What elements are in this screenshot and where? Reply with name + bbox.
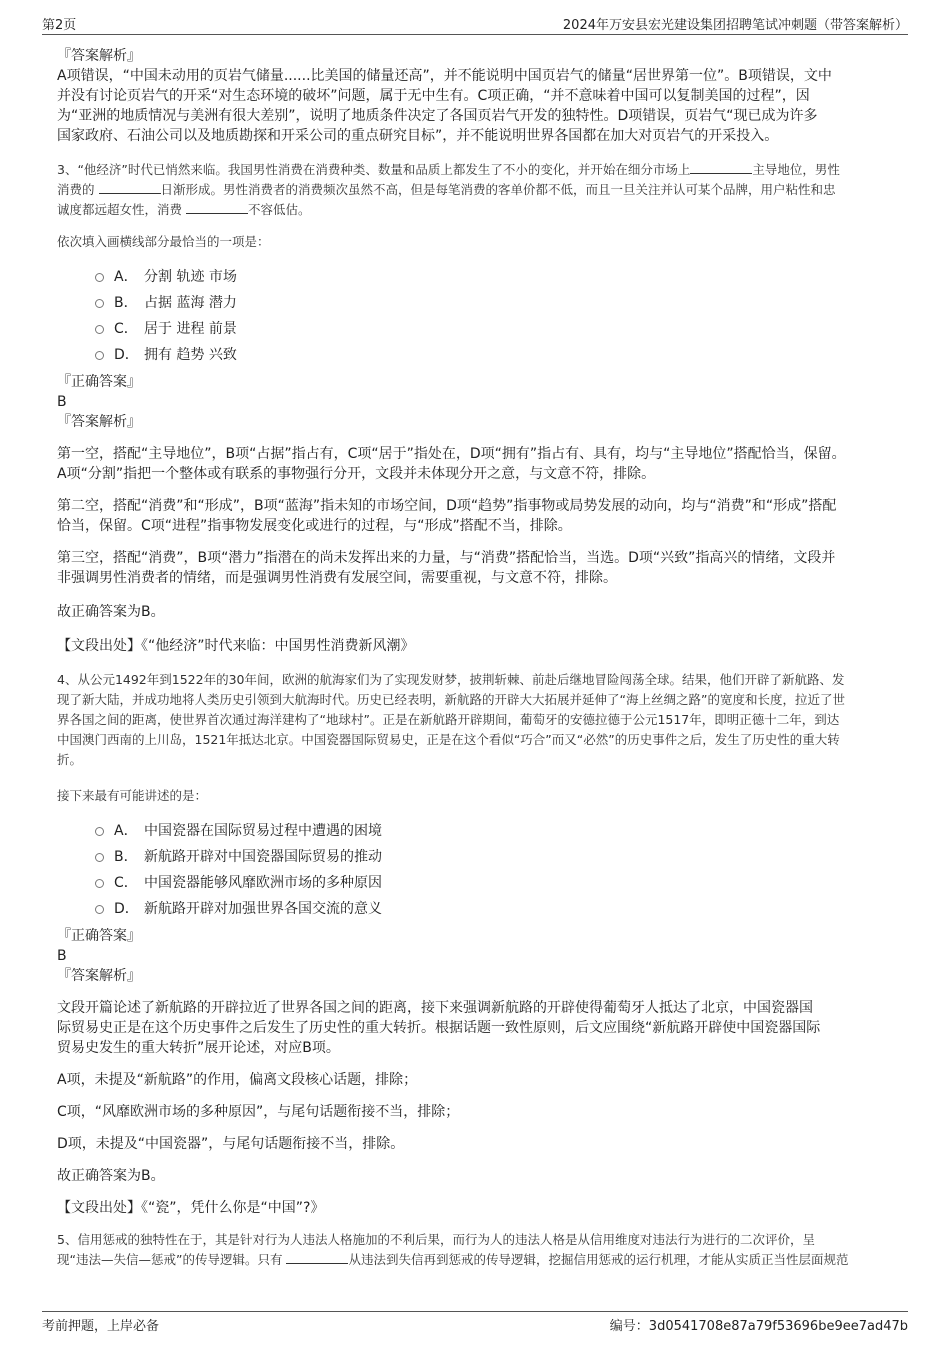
q4-analysis-line: C项，“风靡欧洲市场的多种原因”，与尾句话题衔接不当，排除； xyxy=(57,1104,460,1120)
page-footer xyxy=(42,1311,908,1334)
q3-stem-line: 3、“他经济”时代已悄然来临。我国男性消费在消费种类、数量和品质上都发生了不小的变化，并开始在细分市场上 主导地位，男性 xyxy=(57,162,840,177)
footer-code: 编号：3d0541708e87a79f53696be9ee7ad47b xyxy=(609,1319,908,1334)
q4-analysis-label: 『答案解析』 xyxy=(57,968,141,984)
radio-icon[interactable] xyxy=(95,325,104,334)
radio-icon[interactable] xyxy=(95,351,104,360)
q2-analysis-line: 为“亚洲的地质情况与美洲有很大差别”，说明了地质条件决定了各国页岩气开发的独特性。D项错误，页岩气“现已成为许多 xyxy=(57,108,818,124)
q4-options xyxy=(57,818,893,922)
q3-options xyxy=(57,264,893,368)
q4-analysis-line: 贸易史发生的重大转折”展开论述，对应B项。 xyxy=(57,1040,340,1056)
q3-stem-line: 诚度都远超女性，消费 不容低估。 xyxy=(57,202,311,217)
option-a[interactable]: A． 分割 轨迹 市场 xyxy=(95,264,893,290)
q5-stem-line: 现“违法—失信—惩戒”的传导逻辑。只有 从违法到失信再到惩戒的传导逻辑，挖掘信用惩戒的运行机理，才能从实质正当性层面规范 xyxy=(57,1252,849,1267)
q3-correct-label: 『正确答案』 xyxy=(57,374,141,390)
fill-blank xyxy=(99,181,161,194)
fill-blank xyxy=(286,1251,348,1264)
q5-stem-line: 5、信用惩戒的独特性在于，其是针对行为人违法人格施加的不利后果，而行为人的违法人格是从信用维度对违法行为进行的二次评价，呈 xyxy=(57,1232,815,1247)
q3-prompt: 依次填入画横线部分最恰当的一项是： xyxy=(57,234,270,249)
option-b[interactable]: B． 占据 蓝海 潜力 xyxy=(95,290,893,316)
q2-analysis-line: 国家政府、石油公司以及地质勘探和开采公司的重点研究目标”，并不能说明世界各国都在加大对页岩气的开采投入。 xyxy=(57,128,779,144)
question-5 xyxy=(57,1230,893,1270)
page-header xyxy=(42,12,908,35)
q4-analysis-line: D项，未提及“中国瓷器”，与尾句话题衔接不当，排除。 xyxy=(57,1136,405,1152)
q4-analysis-line: 际贸易史正是在这个历史事件之后发生了历史性的重大转折。根据话题一致性原则，后文应围绕“新航路开辟使中国瓷器国际 xyxy=(57,1020,821,1036)
fill-blank xyxy=(186,201,248,214)
fill-blank xyxy=(690,161,752,174)
option-c[interactable]: C． 居于 进程 前景 xyxy=(95,316,893,342)
q4-correct-label: 『正确答案』 xyxy=(57,928,141,944)
q4-correct-answer: B xyxy=(57,948,67,964)
q3-correct-answer: B xyxy=(57,394,67,410)
radio-icon[interactable] xyxy=(95,879,104,888)
q4-source: 【文段出处】《“瓷”，凭什么你是“中国”?》 xyxy=(57,1200,325,1216)
q3-analysis-line: 第三空，搭配“消费”，B项“潜力”指潜在的尚未发挥出来的力量，与“消费”搭配恰当，当选。D项“兴致”指高兴的情绪，文段并 xyxy=(57,550,836,566)
option-c[interactable]: C． 中国瓷器能够风靡欧洲市场的多种原因 xyxy=(95,870,893,896)
q4-stem-line: 4、从公元1492年到1522年的30年间，欧洲的航海家们为了实现发财梦，披荆斩棘、前赴后继地冒险闯荡全球。结果，他们开辟了新航路、发 xyxy=(57,672,845,687)
question-4 xyxy=(57,670,893,1218)
q3-conclusion: 故正确答案为B。 xyxy=(57,604,165,620)
radio-icon[interactable] xyxy=(95,299,104,308)
page-number: 第2页 xyxy=(42,18,77,33)
q3-analysis-label: 『答案解析』 xyxy=(57,414,141,430)
q2-analysis-line: 并没有讨论页岩气的开采“对生态环境的破坏”问题，属于无中生有。C项正确，“并不意味着中国可以复制美国的过程”，因 xyxy=(57,88,810,104)
page-content xyxy=(57,46,893,1270)
q4-stem-line: 现了新大陆，并成功地将人类历史引领到大航海时代。历史已经表明，新航路的开辟大大拓展并延伸了“海上丝绸之路”的宽度和长度，拉近了世 xyxy=(57,692,845,707)
q2-analysis-line: A项错误，“中国未动用的页岩气储量......比美国的储量还高”，并不能说明中国页岩气的储量“居世界第一位”。B项错误，文中 xyxy=(57,68,832,84)
q4-stem-line: 中国澳门西南的上川岛，1521年抵达北京。中国瓷器国际贸易史，正是在这个看似“巧合”而又“必然”的历史事件之后，发生了历史性的重大转 xyxy=(57,732,840,747)
q4-stem-line: 界各国之间的距离，使世界首次通过海洋建构了“地球村”。正是在新航路开辟期间，葡萄牙的安德拉德于公元1517年，即明正德十二年，到达 xyxy=(57,712,840,727)
q3-source: 【文段出处】《“他经济”时代来临：中国男性消费新风潮》 xyxy=(57,638,415,654)
option-a[interactable]: A． 中国瓷器在国际贸易过程中遭遇的困境 xyxy=(95,818,893,844)
q3-analysis-line: 恰当，保留。C项“进程”指事物发展变化或进行的过程，与“形成”搭配不当，排除。 xyxy=(57,518,572,534)
option-d[interactable]: D． 拥有 趋势 兴致 xyxy=(95,342,893,368)
option-b[interactable]: B． 新航路开辟对中国瓷器国际贸易的推动 xyxy=(95,844,893,870)
q3-analysis-line: 第一空，搭配“主导地位”，B项“占据”指占有，C项“居于”指处在，D项“拥有”指占有、具有，均与“主导地位”搭配恰当，保留。 xyxy=(57,446,846,462)
q2-analysis-label: 『答案解析』 xyxy=(57,48,141,64)
q4-analysis-line: A项，未提及“新航路”的作用，偏离文段核心话题，排除； xyxy=(57,1072,418,1088)
option-d[interactable]: D． 新航路开辟对加强世界各国交流的意义 xyxy=(95,896,893,922)
q3-analysis-line: A项“分割”指把一个整体或有联系的事物强行分开，文段并未体现分开之意，与文意不符，排除。 xyxy=(57,466,656,482)
radio-icon[interactable] xyxy=(95,853,104,862)
q3-analysis-line: 第二空，搭配“消费”和“形成”，B项“蓝海”指未知的市场空间，D项“趋势”指事物或局势发展的动向，均与“消费”和“形成”搭配 xyxy=(57,498,837,514)
radio-icon[interactable] xyxy=(95,273,104,282)
document-title: 2024年万安县宏光建设集团招聘笔试冲刺题（带答案解析） xyxy=(562,18,908,33)
q4-prompt: 接下来最有可能讲述的是： xyxy=(57,788,208,803)
radio-icon[interactable] xyxy=(95,905,104,914)
q4-analysis-line: 文段开篇论述了新航路的开辟拉近了世界各国之间的距离，接下来强调新航路的开辟使得葡萄牙人抵达了北京，中国瓷器国 xyxy=(57,1000,813,1016)
radio-icon[interactable] xyxy=(95,827,104,836)
question-3 xyxy=(57,160,893,656)
q3-analysis-line: 非强调男性消费者的情绪，而是强调男性消费有发展空间，需要重视，与文意不符，排除。 xyxy=(57,570,617,586)
footer-slogan: 考前押题，上岸必备 xyxy=(42,1319,160,1334)
q4-stem-line: 折。 xyxy=(57,752,83,767)
q3-stem-line: 消费的 日渐形成。男性消费者的消费频次虽然不高，但是每笔消费的客单价都不低，而且一旦关注并认可某个品牌，用户粘性和忠 xyxy=(57,182,836,197)
q4-conclusion: 故正确答案为B。 xyxy=(57,1168,165,1184)
